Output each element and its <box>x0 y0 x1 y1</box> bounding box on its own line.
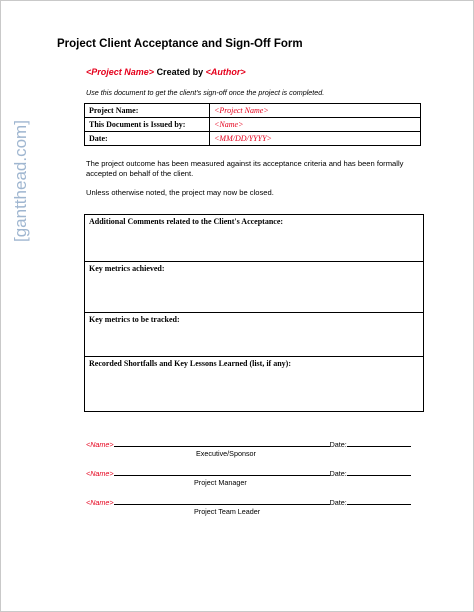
metrics-tracked-field[interactable]: Key metrics to be tracked: <box>85 313 424 357</box>
signer-name-placeholder: <Name> <box>86 498 114 507</box>
signature-line-team-leader[interactable] <box>86 496 411 507</box>
table-row <box>85 313 424 357</box>
table-row <box>85 104 421 118</box>
signature-line-executive[interactable] <box>86 438 411 449</box>
date-line[interactable] <box>347 438 411 447</box>
table-row <box>85 118 421 132</box>
date-label: Date: <box>329 498 347 507</box>
issued-by-value[interactable]: <Name> <box>210 118 421 132</box>
table-row <box>85 357 424 412</box>
issued-by-label: This Document is Issued by: <box>85 118 210 132</box>
signature-line[interactable] <box>114 438 330 447</box>
role-project-manager: Project Manager <box>194 478 247 487</box>
project-name-placeholder: <Project Name> <box>86 67 155 77</box>
info-table <box>84 103 421 146</box>
signature-line[interactable] <box>114 496 330 505</box>
date-line[interactable] <box>347 496 411 505</box>
instruction-text: Use this document to get the client's sign-off once the project is completed. <box>86 88 325 97</box>
date-label: Date: <box>329 440 347 449</box>
signature-line[interactable] <box>114 467 330 476</box>
role-team-leader: Project Team Leader <box>194 507 261 516</box>
author-placeholder: <Author> <box>205 67 246 77</box>
signature-line-pm[interactable] <box>86 467 411 478</box>
date-label: Date: <box>85 132 210 146</box>
date-value[interactable]: <MM/DD/YYYY> <box>210 132 421 146</box>
shortfalls-lessons-field[interactable]: Recorded Shortfalls and Key Lessons Learned (list, if any): <box>85 357 424 412</box>
role-executive: Executive/Sponsor <box>196 449 256 458</box>
signer-name-placeholder: <Name> <box>86 440 114 449</box>
table-row <box>85 262 424 313</box>
logo-text: [gantthead.com] <box>11 120 30 242</box>
table-row <box>85 132 421 146</box>
date-label: Date: <box>329 469 347 478</box>
comments-table <box>84 214 424 412</box>
metrics-achieved-field[interactable]: Key metrics achieved: <box>85 262 424 313</box>
form-subtitle <box>86 67 246 77</box>
created-by-label: Created by <box>156 67 204 77</box>
outcome-paragraph: The project outcome has been measured against its acceptance criteria and has been formally accepted on behalf of the client. <box>86 159 404 178</box>
table-row <box>85 215 424 262</box>
project-name-label: Project Name: <box>85 104 210 118</box>
form-title: Project Client Acceptance and Sign-Off Form <box>57 38 303 50</box>
signer-name-placeholder: <Name> <box>86 469 114 478</box>
closure-paragraph: Unless otherwise noted, the project may now be closed. <box>86 188 274 197</box>
additional-comments-field[interactable]: Additional Comments related to the Client's Acceptance: <box>85 215 424 262</box>
project-name-value[interactable]: <Project Name> <box>210 104 421 118</box>
date-line[interactable] <box>347 467 411 476</box>
gantthead-logo <box>4 20 34 250</box>
